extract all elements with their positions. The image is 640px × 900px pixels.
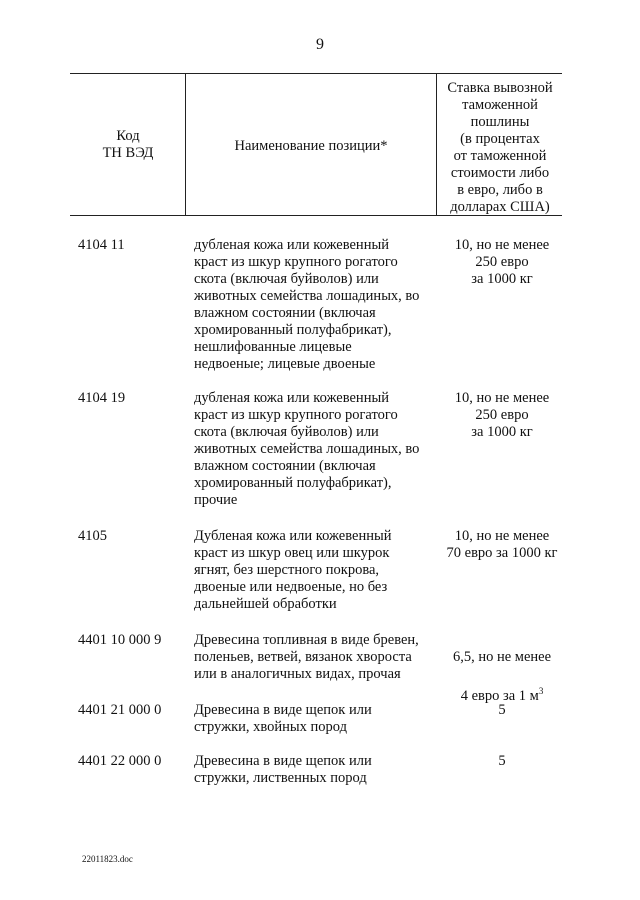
table-column-divider-1: [185, 73, 186, 215]
table-top-rule: [70, 73, 562, 74]
table-row-code: 4401 10 000 9: [78, 632, 162, 648]
table-row-rate: 10, но не менее 70 евро за 1000 кг: [446, 528, 558, 561]
table-row-code: 4104 11: [78, 237, 125, 253]
cubic-superscript: 3: [538, 686, 544, 696]
header-code: Код ТН ВЭД: [102, 128, 154, 161]
page-number: 9: [316, 36, 324, 53]
table-row-name: Древесина топливная в виде бревен, поленьев, ветвей, вязанок хвороста или в аналогичных видах, прочая: [194, 632, 419, 682]
table-row-rate: 10, но не менее 250 евро за 1000 кг: [454, 390, 550, 440]
table-row-code: 4401 21 000 0: [78, 702, 162, 718]
table-row-rate: 5: [498, 753, 506, 769]
rate-line-2: 4 евро за 1 м: [460, 687, 539, 704]
table-row-name: Дубленая кожа или кожевенный краст из шкур овец или шкурок ягнят, без шерстного покрова, двоеные или недвоеные, но без дальнейшей обработки: [194, 528, 392, 612]
header-rate: Ставка вывозной таможенной пошлины (в процентах от таможенной стоимости либо в евро, либо в долларах США): [447, 80, 553, 215]
table-row-code: 4401 22 000 0: [78, 753, 162, 769]
table-row-rate: [428, 632, 576, 705]
table-row-name: Древесина в виде щепок или стружки, лиственных пород: [194, 753, 372, 786]
header-name: Наименование позиции*: [234, 138, 388, 154]
table-column-divider-2: [436, 73, 437, 215]
rate-line-1: 6,5, но не менее: [452, 649, 552, 665]
table-row-name: дубленая кожа или кожевенный краст из шкур крупного рогатого скота (включая буйволов) или животных семейства лошадиных, во влажном состоянии (включая хромированный полуфабрикат), прочие: [194, 390, 420, 508]
table-row-code: 4104 19: [78, 390, 126, 406]
document-filename: 22011823.doc: [82, 854, 133, 864]
table-row-code: 4105: [78, 528, 107, 544]
table-row-name: Древесина в виде щепок или стружки, хвойных пород: [194, 702, 372, 735]
table-row-rate: 10, но не менее 250 евро за 1000 кг: [454, 237, 550, 287]
table-row-name: дубленая кожа или кожевенный краст из шкур крупного рогатого скота (включая буйволов) или животных семейства лошадиных, во влажном состоянии (включая хромированный полуфабрикат), нешлифованные лицевые недвоеные; лицевые двоеные: [194, 237, 420, 372]
table-row-rate: 5: [498, 702, 506, 718]
